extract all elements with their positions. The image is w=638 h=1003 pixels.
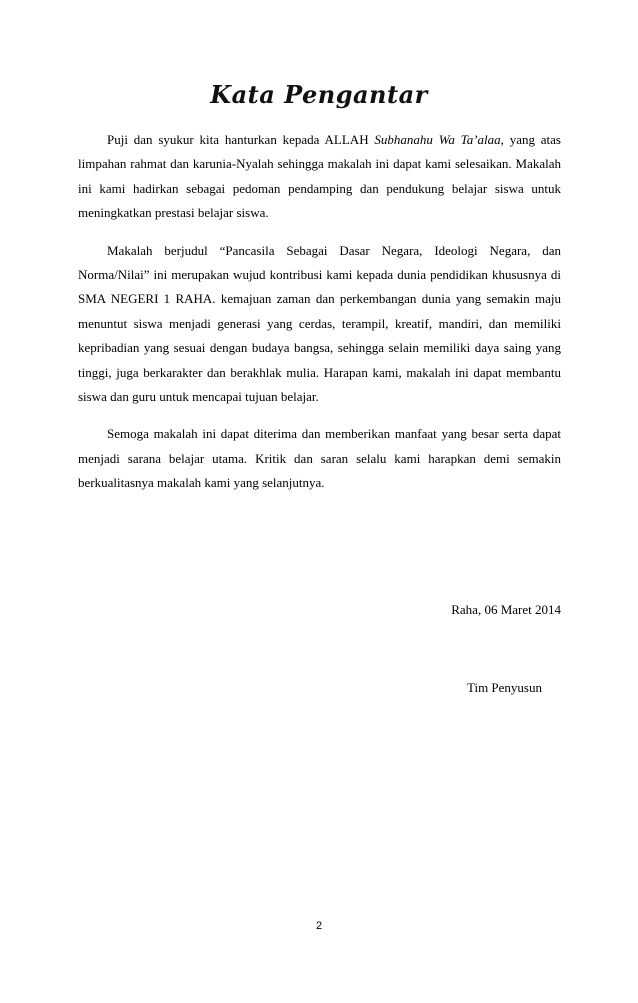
paragraph-3: Semoga makalah ini dapat diterima dan memberikan manfaat yang besar serta dapat menjadi sarana belajar utama. Kritik dan saran selalu kami harapkan demi semakin berkualitasnya makalah kami yang selanjutnya. <box>78 426 561 491</box>
paragraph-1 <box>78 128 561 226</box>
place-date: Raha, 06 Maret 2014 <box>451 602 561 617</box>
paragraph-2: Makalah berjudul “Pancasila Sebagai Dasar Negara, Ideologi Negara, dan Norma/Nilai” ini merupakan wujud kontribusi kami kepada dunia pendidikan khususnya di SMA NEGERI 1 RAHA. kemajuan zaman dan perkembangan dunia yang semakin maju menuntut siswa menjadi generasi yang cerdas, terampil, kreatif, mandiri, dan memiliki kepribadian yang sesuai dengan budaya bangsa, sehingga selain memiliki daya saing yang tinggi, juga berkarakter dan berakhlak mulia. Harapan kami, makalah ini dapat membantu siswa dan guru untuk mencapai tujuan belajar. <box>78 242 561 405</box>
author-signature: Tim Penyusun <box>466 680 542 695</box>
paragraph-1-italic: Subhanahu Wa Ta’alaa <box>374 132 501 147</box>
paragraph-1-end: , yang atas limpahan rahmat dan karunia-Nyalah sehingga makalah ini dapat kami selesaikan. Makalah ini kami hadirkan sebagai pedoman pendamping dan pendukung belajar siswa untuk meningkatkan prestasi belajar siswa. <box>78 132 561 221</box>
paragraph-1-start: Puji dan syukur kita hanturkan kepada ALLAH <box>107 132 375 147</box>
body-text <box>78 128 561 496</box>
page-number: 2 <box>315 920 323 932</box>
page-title: Kata Pengantar <box>210 80 428 109</box>
